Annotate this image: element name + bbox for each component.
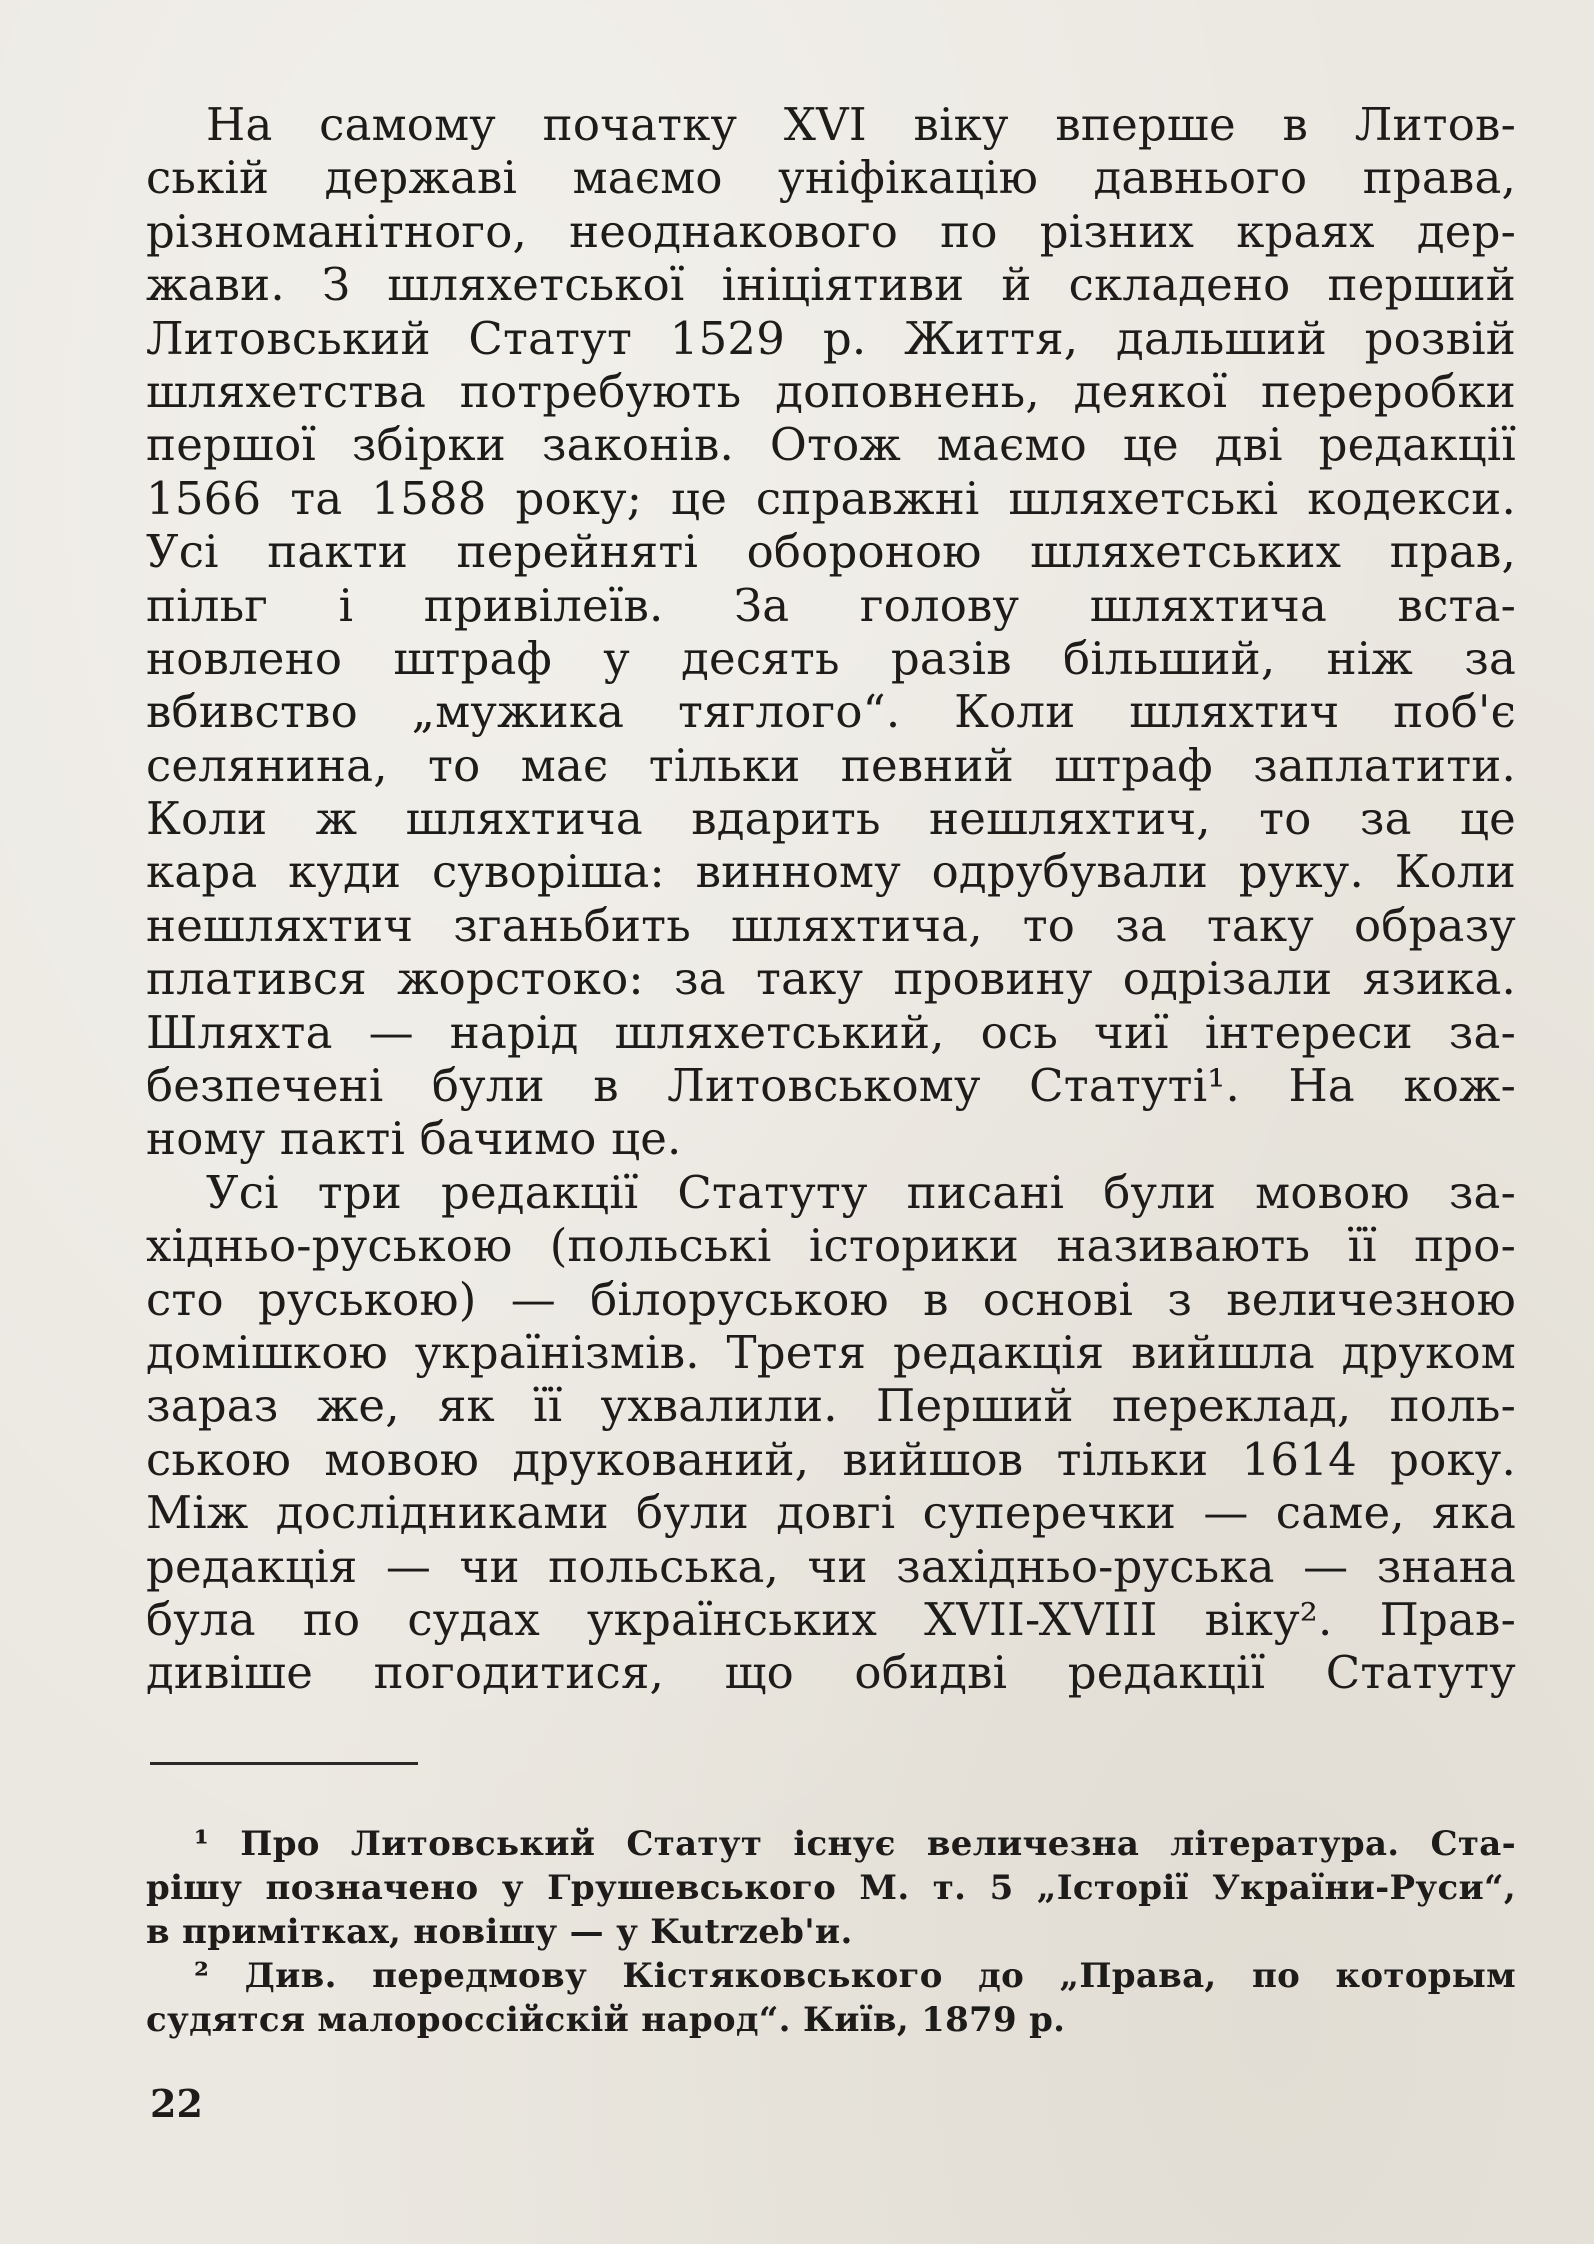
footnote-line: в примітках, новішу — у Kutrzeb'и. (146, 1912, 853, 1952)
text-line: була по судах українських XVII-XVIII віку². Прав- (146, 1592, 1516, 1646)
text-line: пільг і привілеїв. За голову шляхтича вста- (146, 578, 1516, 632)
text-line: дивіше погодитися, що обидві редакції Статуту (146, 1646, 1516, 1700)
text-line: ською мовою друкований, вийшов тільки 1614 року. (146, 1432, 1516, 1486)
text-line: різноманітного, неоднакового по різних краях дер- (146, 204, 1516, 258)
text-line: Коли ж шляхтича вдарить нешляхтич, то за це (146, 792, 1516, 846)
text-line: Усі три редакції Статуту писані були мовою за- (206, 1165, 1516, 1219)
text-line: хідньо-руською (польські історики називають її про- (146, 1219, 1516, 1273)
footnote-line: рішу позначено у Грушевського М. т. 5 „Історії України-Руси“, (146, 1868, 1516, 1908)
text-line: сто руською) — білоруською в основі з величезною (146, 1272, 1516, 1326)
text-line: Литовський Статут 1529 р. Життя, дальший розвій (146, 311, 1516, 365)
text-line: редакція — чи польська, чи західньо-руська — знана (146, 1539, 1516, 1593)
text-line: жави. З шляхетської ініціятиви й складено перший (146, 258, 1516, 312)
text-line: ному пакті бачимо це. (146, 1112, 682, 1166)
text-line: вбивство „мужика тяглого“. Коли шляхтич поб'є (146, 685, 1516, 739)
text-line: кара куди суворіша: винному одрубували руку. Коли (146, 845, 1516, 899)
footnote-separator (150, 1762, 418, 1765)
main-text-block (146, 98, 1516, 1700)
text-line: безпечені були в Литовському Статуті¹. На кож- (146, 1059, 1516, 1113)
paragraph-2 (146, 1166, 1516, 1700)
text-line: Між дослідниками були довгі суперечки — саме, яка (146, 1486, 1516, 1540)
text-line: домішкою українізмів. Третя редакція вийшла друком (146, 1325, 1516, 1379)
text-line: нешляхтич зганьбить шляхтича, то за таку образу (146, 898, 1516, 952)
footnote-line: судятся малороссійскій народ“. Київ, 1879 р. (146, 2000, 1066, 2040)
text-line: Шляхта — нарід шляхетський, ось чиї інтереси за- (146, 1005, 1516, 1059)
text-line: селянина, то має тільки певний штраф заплатити. (146, 738, 1516, 792)
text-line: На самому початку XVI віку вперше в Литов- (206, 98, 1516, 151)
footnote-line: ² Див. передмову Кістяковського до „Права, по которым (194, 1956, 1516, 1996)
paragraph-1 (146, 98, 1516, 1166)
text-line: першої збірки законів. Отож маємо це дві редакції (146, 418, 1516, 472)
text-line: новлено штраф у десять разів більший, ніж за (146, 631, 1516, 685)
text-line: зараз же, як її ухвалили. Перший переклад, поль- (146, 1379, 1516, 1433)
text-line: Усі пакти перейняті обороною шляхетських прав, (146, 525, 1516, 579)
text-line: 1566 та 1588 року; це справжні шляхетські кодекси. (146, 471, 1516, 525)
page-number: 22 (150, 2081, 203, 2126)
footnote-line: ¹ Про Литовський Статут існує величезна література. Ста- (194, 1824, 1516, 1864)
text-line: ській державі маємо уніфікацію давнього права, (146, 151, 1516, 205)
footnotes-block (146, 1822, 1516, 2042)
text-line: шляхетства потребують доповнень, деякої переробки (146, 364, 1516, 418)
text-line: платився жорстоко: за таку провину одрізали язика. (146, 952, 1516, 1006)
